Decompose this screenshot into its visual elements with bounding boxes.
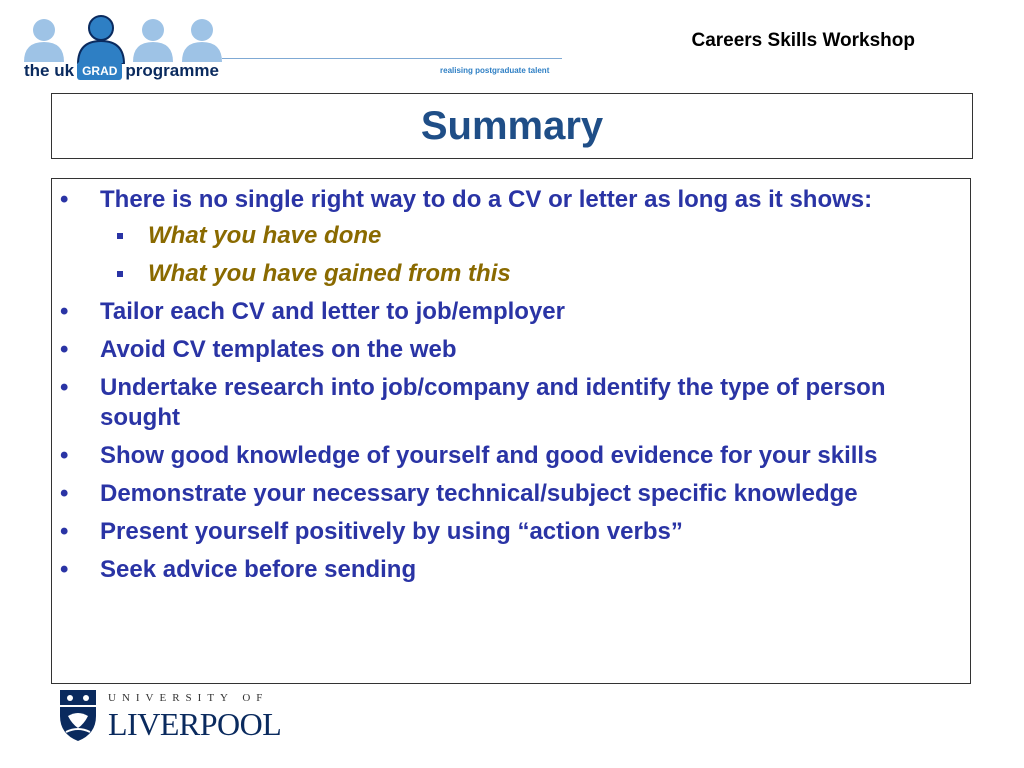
- bullet-text: Show good knowledge of yourself and good evidence for your skills: [100, 442, 878, 469]
- bullet-dot-icon: •: [60, 442, 69, 469]
- logo-divider: [222, 58, 562, 59]
- university-line-1: UNIVERSITY OF: [108, 692, 269, 704]
- bullet-text: Present yourself positively by using “action verbs”: [100, 518, 683, 545]
- bullet-text: Demonstrate your necessary technical/subject specific knowledge: [100, 480, 858, 507]
- sub-bullet-text: What you have done: [148, 222, 382, 249]
- bullet-text: There is no single right way to do a CV or letter as long as it shows:: [100, 186, 873, 213]
- logo-badge: GRAD: [77, 62, 122, 80]
- logo-prefix: the uk: [24, 61, 75, 80]
- bullet-list: [52, 179, 970, 585]
- university-line-2: LIVERPOOL: [108, 706, 282, 742]
- bullet-item: [52, 297, 970, 327]
- bullet-item: [52, 479, 970, 509]
- slide-title: Summary: [420, 103, 604, 148]
- logo-wordmark: [24, 61, 219, 81]
- bullet-item: [52, 185, 970, 289]
- crest-icon: [58, 688, 98, 742]
- bullet-dot-icon: •: [60, 556, 69, 583]
- bullet-item: [52, 555, 970, 585]
- bullet-item: [52, 517, 970, 547]
- square-bullet-icon: [117, 271, 123, 277]
- bullet-dot-icon: •: [60, 480, 69, 507]
- logo-tagline: realising postgraduate talent: [440, 66, 550, 75]
- bullet-dot-icon: •: [60, 336, 69, 363]
- bullet-dot-icon: •: [60, 518, 69, 545]
- bullet-text: Avoid CV templates on the web: [100, 336, 457, 363]
- bullet-dot-icon: •: [60, 374, 69, 401]
- bullet-dot-icon: •: [60, 298, 69, 325]
- bullet-text: Undertake research into job/company and identify the type of person sought: [100, 374, 886, 431]
- bullet-text: Seek advice before sending: [100, 556, 417, 583]
- sub-bullet-item: [100, 221, 946, 251]
- bullet-item: [52, 335, 970, 365]
- content-box: [51, 178, 971, 684]
- logo-suffix: programme: [125, 61, 219, 80]
- bullet-item: [52, 373, 970, 433]
- sub-bullet-item: [100, 259, 946, 289]
- square-bullet-icon: [117, 233, 123, 239]
- bullet-text: Tailor each CV and letter to job/employer: [100, 298, 565, 325]
- title-box: [51, 93, 973, 159]
- sub-bullet-list: [100, 221, 946, 289]
- people-icon: [22, 14, 232, 64]
- bullet-item: [52, 441, 970, 471]
- university-logo: [58, 688, 288, 748]
- bullet-dot-icon: •: [60, 186, 69, 213]
- sub-bullet-text: What you have gained from this: [148, 260, 511, 287]
- uk-grad-logo: [22, 14, 567, 84]
- workshop-title: Careers Skills Workshop: [691, 30, 915, 51]
